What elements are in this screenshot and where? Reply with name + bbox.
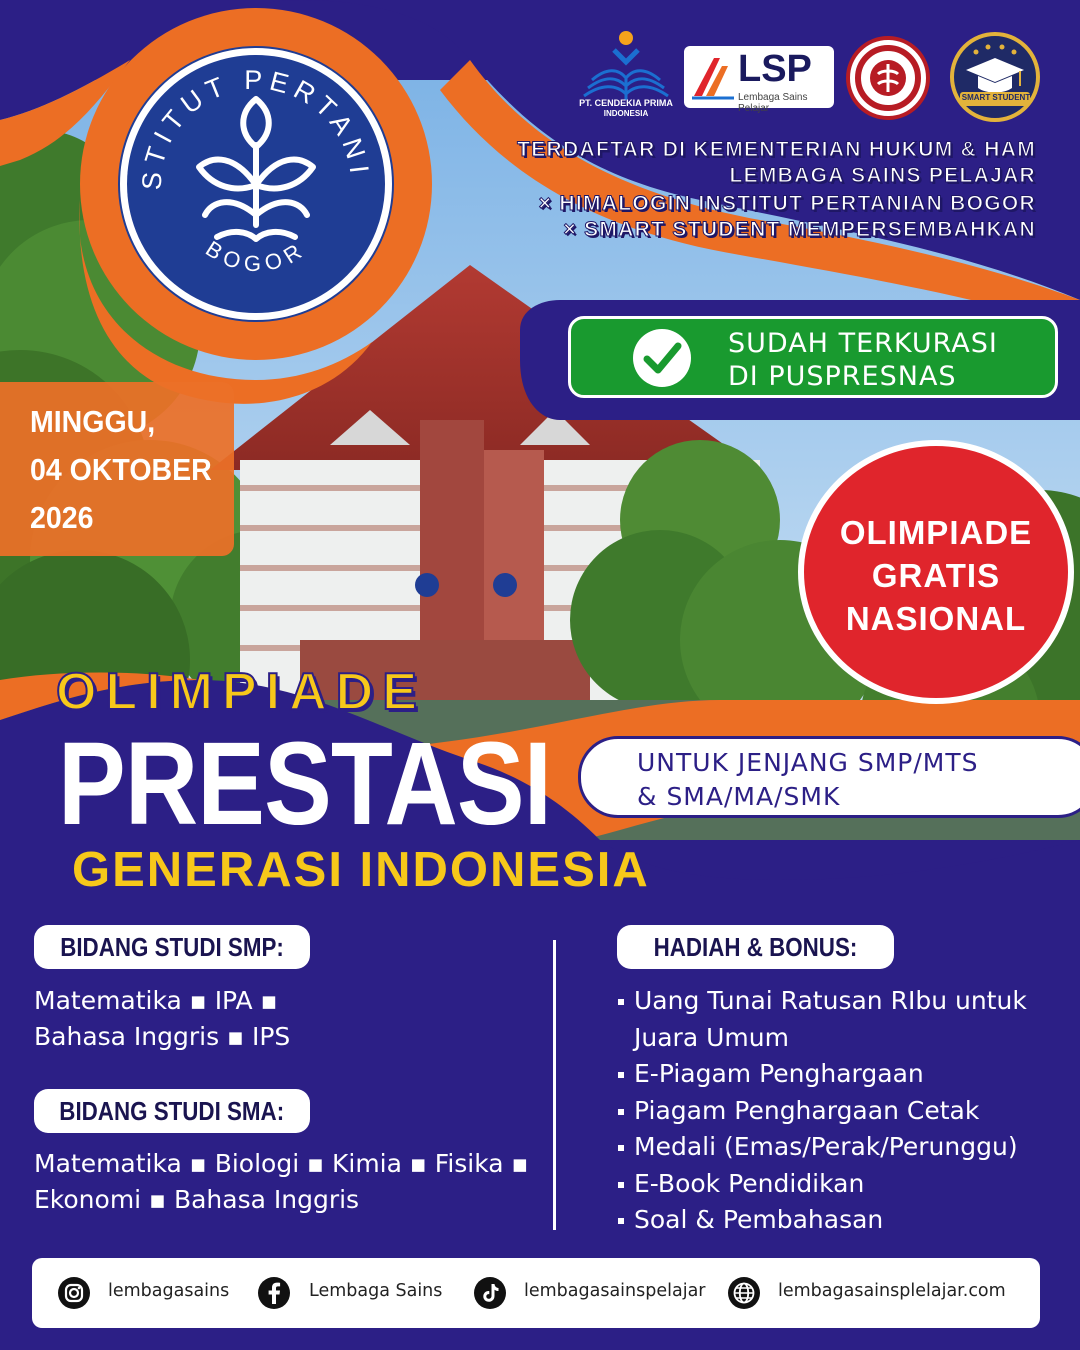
- himalogin-seal-logo: [846, 36, 930, 120]
- free-national-badge: [798, 440, 1074, 704]
- registration-line-1: TERDAFTAR DI KEMENTERIAN HUKUM & HAM: [517, 138, 1036, 161]
- instagram-icon[interactable]: [58, 1277, 90, 1309]
- prize-item-continued: Juara Umum: [634, 1022, 789, 1052]
- title-olimpiade: OLIMPIADE: [56, 663, 426, 721]
- level-line-1: UNTUK JENJANG SMP/MTS: [637, 748, 979, 777]
- registration-line-3: × HIMALOGIN INSTITUT PERTANIAN BOGOR: [538, 192, 1036, 215]
- tiktok-handle[interactable]: lembagasainspelajar: [524, 1281, 706, 1301]
- instagram-handle[interactable]: lembagasains: [108, 1281, 230, 1301]
- social-footer: [32, 1258, 1040, 1328]
- prize-item: Uang Tunai Ratusan RIbu untuk: [618, 983, 1027, 1020]
- seal-top-text: STITUT PERTANI: [136, 64, 375, 191]
- column-divider: [553, 940, 556, 1230]
- sma-subjects-line-1: Matematika ▪ Biologi ▪ Kimia ▪ Fisika ▪: [34, 1149, 529, 1178]
- prize-item: Soal & Pembahasan: [618, 1202, 1027, 1239]
- plant-emblem: [199, 99, 313, 239]
- title-generasi-indonesia: GENERASI INDONESIA: [72, 843, 650, 897]
- event-date-box: [0, 382, 234, 556]
- prize-item: E-Book Pendidikan: [618, 1166, 1027, 1203]
- curated-line-1: SUDAH TERKURASI: [728, 328, 998, 359]
- globe-icon[interactable]: [728, 1277, 760, 1309]
- seal-bottom-text: BOGOR: [201, 235, 311, 277]
- cendekia-sub: INDONESIA: [603, 109, 649, 118]
- prizes-heading: HADIAH & BONUS:: [617, 925, 894, 969]
- prize-item: E-Piagam Penghargaan: [618, 1056, 1027, 1093]
- registration-line-2: LEMBAGA SAINS PELAJAR: [729, 164, 1036, 187]
- prize-item: Piagam Penghargaan Cetak: [618, 1093, 1027, 1130]
- tiktok-icon[interactable]: [474, 1277, 506, 1309]
- smart-student-text: SMART STUDENT: [961, 93, 1031, 102]
- prizes-list: [618, 983, 1027, 1239]
- cendekia-prima-logo: [576, 28, 676, 124]
- level-line-2: & SMA/MA/SMK: [637, 782, 841, 811]
- sma-subjects-line-2: Ekonomi ▪ Bahasa Inggris: [34, 1185, 360, 1214]
- ipb-seal-logo: [120, 48, 392, 320]
- facebook-icon[interactable]: [258, 1277, 290, 1309]
- website-url[interactable]: lembagasainsplelajar.com: [778, 1281, 1006, 1301]
- curated-badge: [568, 316, 1058, 398]
- lsp-logo: [684, 46, 834, 114]
- lsp-name: LSP: [738, 48, 812, 90]
- registration-line-4: × SMART STUDENT MEMPERSEMBAHKAN: [563, 218, 1036, 241]
- smp-subjects-heading: BIDANG STUDI SMP:: [34, 925, 310, 969]
- curated-line-2: DI PUSPRESNAS: [728, 361, 957, 392]
- lsp-sub: Lembaga Sains Pelajar: [738, 92, 808, 114]
- free-badge-line-2: GRATIS: [871, 557, 1001, 594]
- free-badge-line-3: NASIONAL: [845, 600, 1027, 637]
- sma-subjects-heading: BIDANG STUDI SMA:: [34, 1089, 310, 1133]
- date-year: 2026: [30, 500, 94, 535]
- date-month: 04 OKTOBER: [30, 452, 212, 487]
- prize-item: Medali (Emas/Perak/Perunggu): [618, 1129, 1027, 1166]
- curated-text: [728, 327, 998, 393]
- smp-subjects-line-2: Bahasa Inggris ▪ IPS: [34, 1022, 291, 1051]
- cendekia-name: PT. CENDEKIA PRIMA: [579, 98, 673, 108]
- education-level-pill: [578, 736, 1080, 818]
- date-day: MINGGU,: [30, 404, 156, 439]
- free-badge-line-1: OLIMPIADE: [839, 514, 1033, 551]
- check-icon: [633, 329, 691, 387]
- facebook-handle[interactable]: Lembaga Sains: [309, 1281, 443, 1301]
- title-prestasi: PRESTASI: [58, 718, 552, 850]
- smp-subjects-line-1: Matematika ▪ IPA ▪: [34, 986, 278, 1015]
- smart-student-logo: [950, 32, 1040, 122]
